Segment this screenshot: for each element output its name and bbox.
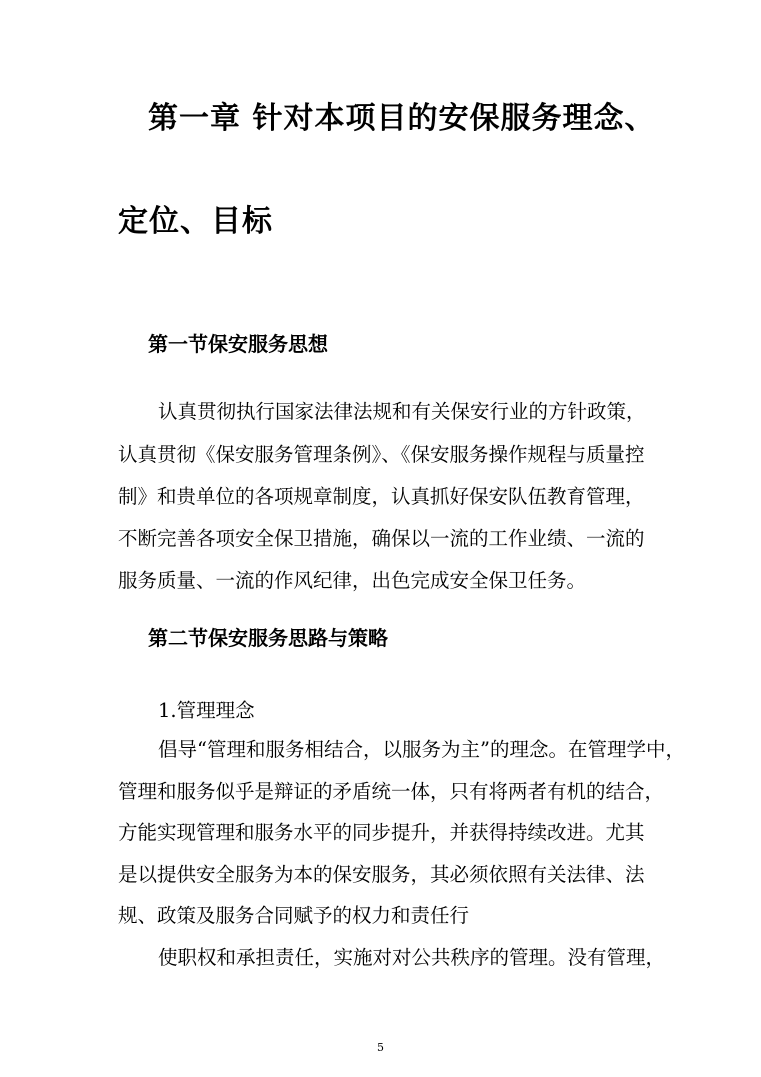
paragraph-line: 管理和服务似乎是辩证的矛盾统一体，只有将两者有机的结合，: [118, 780, 665, 803]
chapter-title-line-1: 第一章 针对本项目的安保服务理念、: [148, 101, 656, 136]
section-2-heading: 第二节保安服务思路与策略: [148, 626, 388, 650]
paragraph-line: 规、政策及服务合同赋予的权力和责任行: [118, 904, 470, 927]
paragraph-line: 是以提供安全服务为本的保安服务，其必须依照有关法律、法: [118, 863, 645, 886]
paragraph-line: 服务质量、一流的作风纪律，出色完成安全保卫任务。: [118, 569, 587, 592]
section-1-heading: 第一节保安服务思想: [148, 332, 328, 356]
paragraph-line: 使职权和承担责任，实施对对公共秩序的管理。没有管理，: [158, 946, 666, 969]
paragraph-line: 认真贯彻执行国家法律法规和有关保安行业的方针政策，: [158, 400, 646, 423]
paragraph-line: 认真贯彻《保安服务管理条例》、《保安服务操作规程与质量控: [118, 443, 645, 466]
paragraph-line: 制》和贵单位的各项规章制度，认真抓好保安队伍教育管理，: [118, 485, 645, 508]
chapter-title-line-2: 定位、目标: [118, 204, 273, 239]
item-heading: 1.管理理念: [158, 699, 255, 722]
paragraph-line: 倡导“管理和服务相结合，以服务为主”的理念。在管理学中，: [158, 738, 685, 761]
page-number: 5: [377, 1041, 384, 1054]
paragraph-line: 不断完善各项安全保卫措施，确保以一流的工作业绩、一流的: [118, 527, 645, 550]
paragraph-line: 方能实现管理和服务水平的同步提升，并获得持续改进。尤其: [118, 821, 645, 844]
